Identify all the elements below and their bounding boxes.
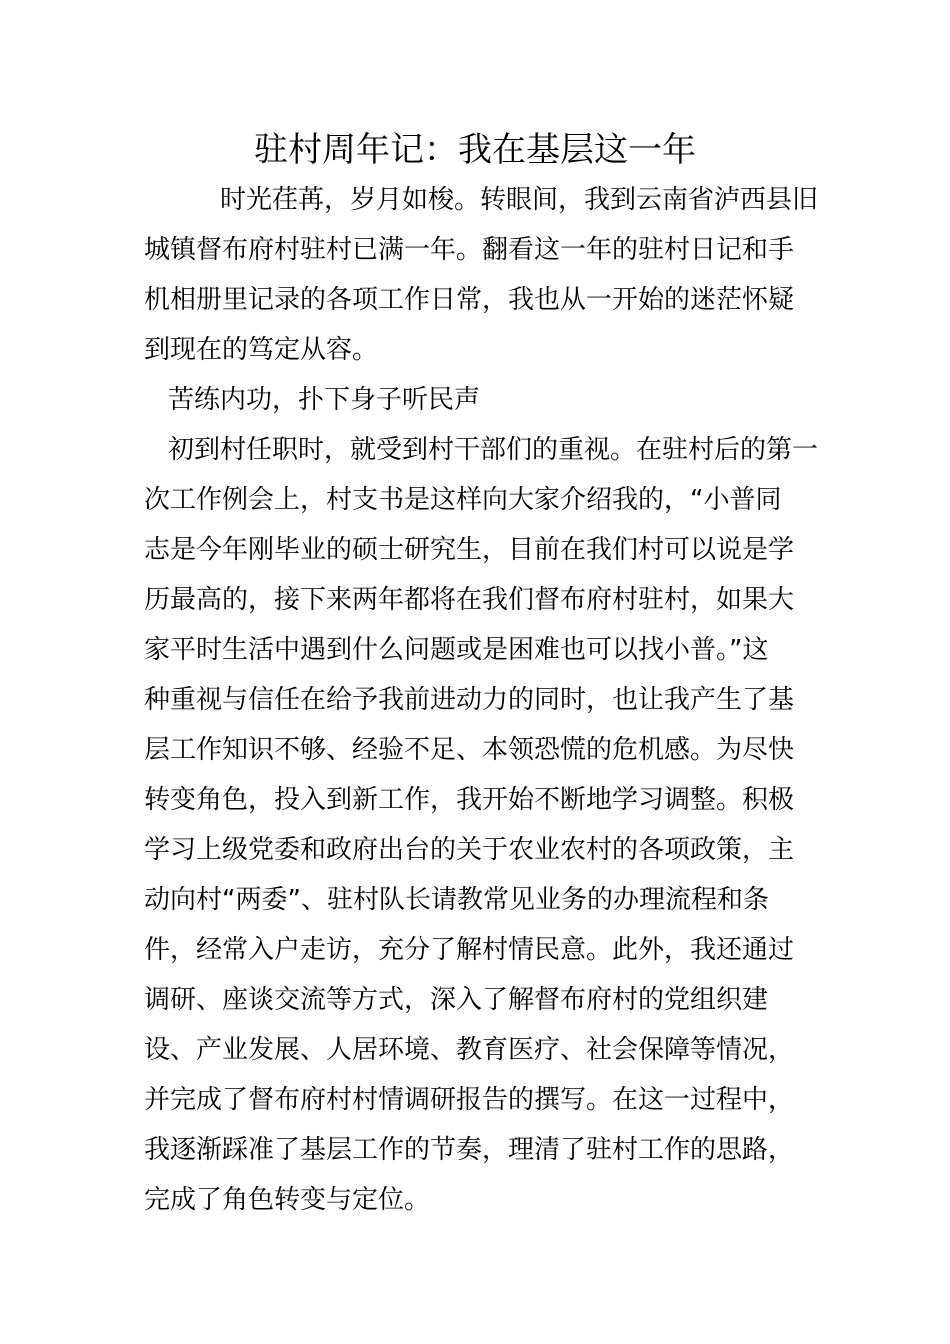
text-line: 次工作例会上，村支书是这样向大家介绍我的，“小普同 bbox=[144, 485, 782, 515]
text-line: 机相册里记录的各项工作日常，我也从一开始的迷茫怀疑 bbox=[144, 285, 795, 315]
text-line: 完成了角色转变与定位。 bbox=[144, 1185, 431, 1215]
document-title: 驻村周年记：我在基层这一年 bbox=[254, 130, 696, 170]
text-line: 历最高的，接下来两年都将在我们督布府村驻村，如果大 bbox=[144, 585, 795, 615]
text-line: 层工作知识不够、经验不足、本领恐慌的危机感。为尽快 bbox=[144, 735, 795, 765]
text-line: 城镇督布府村驻村已满一年。翻看这一年的驻村日记和手 bbox=[144, 235, 795, 265]
text-line: 动向村“两委”、驻村队长请教常见业务的办理流程和条 bbox=[144, 885, 769, 915]
text-line: 到现在的笃定从容。 bbox=[144, 335, 379, 365]
text-line: 我逐渐踩准了基层工作的节奏，理清了驻村工作的思路， bbox=[144, 1135, 795, 1165]
text-line: 并完成了督布府村村情调研报告的撰写。在这一过程中， bbox=[144, 1085, 795, 1115]
text-line: 初到村任职时，就受到村干部们的重视。在驻村后的第一 bbox=[168, 435, 819, 465]
text-line: 件，经常入户走访，充分了解村情民意。此外，我还通过 bbox=[144, 935, 795, 965]
section-heading: 苦练内功，扑下身子听民声 bbox=[168, 385, 481, 415]
text-line: 设、产业发展、人居环境、教育医疗、社会保障等情况， bbox=[144, 1035, 795, 1065]
text-line: 时光荏苒，岁月如梭。转眼间，我到云南省泸西县旧 bbox=[220, 185, 819, 215]
text-line: 家平时生活中遇到什么问题或是困难也可以找小普。”这 bbox=[144, 635, 769, 665]
text-line: 学习上级党委和政府出台的关于农业农村的各项政策，主 bbox=[144, 835, 795, 865]
text-line: 志是今年刚毕业的硕士研究生，目前在我们村可以说是学 bbox=[144, 535, 795, 565]
text-line: 转变角色，投入到新工作，我开始不断地学习调整。积极 bbox=[144, 785, 795, 815]
text-line: 调研、座谈交流等方式，深入了解督布府村的党组织建 bbox=[144, 985, 769, 1015]
text-line: 种重视与信任在给予我前进动力的同时，也让我产生了基 bbox=[144, 685, 795, 715]
